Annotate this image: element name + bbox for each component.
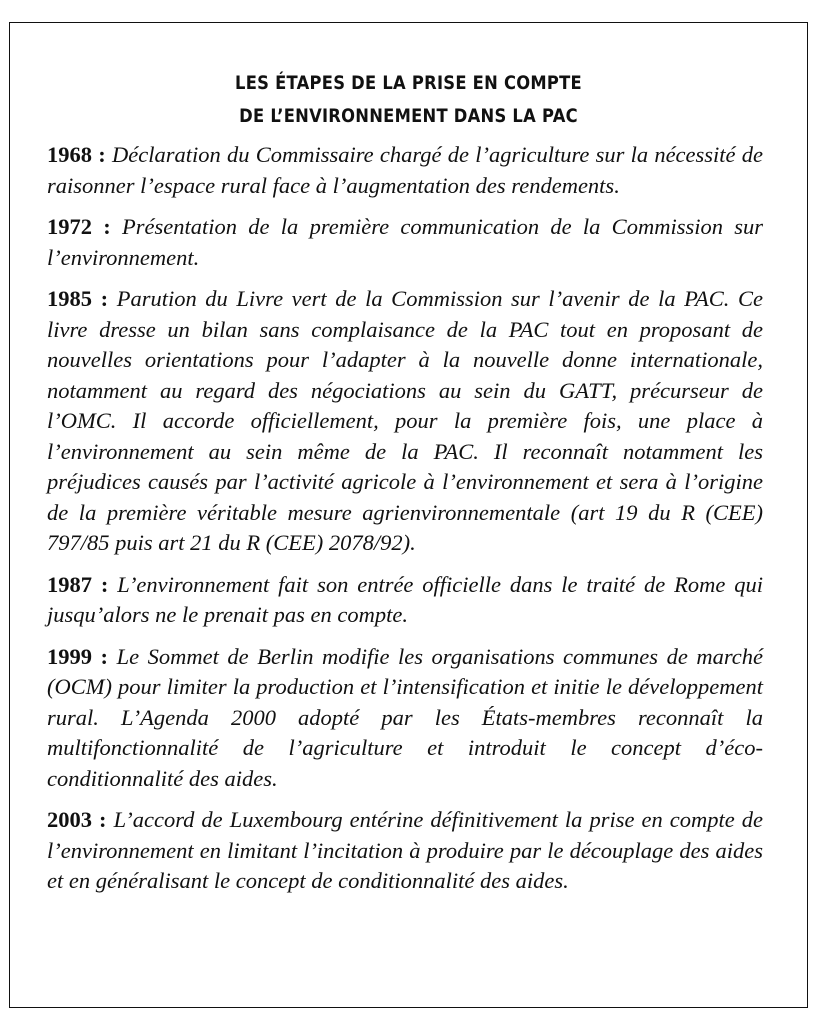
- entry-text: L’accord de Luxembourg entérine définitivement la prise en compte de l’environnement en limitant l’incitation à produire par le découplage des aides et en généralisant le concept de conditionnalité des aides.: [47, 807, 763, 893]
- timeline-entry-1985: [47, 284, 763, 559]
- entry-year: 1987 :: [47, 571, 109, 597]
- entry-text: Parution du Livre vert de la Commission sur l’avenir de la PAC. Ce livre dresse un bilan sans complaisance de la PAC tout en proposant de nouvelles orientations pour l’adapter à la nouvelle donne internationale, notamment au regard des négociations au sein du GATT, précurseur de l’OMC. Il accorde officiellement, pour la première fois, une place à l’environnement au sein même de la PAC. Il reconnaît notamment les préjudices causés par l’activité agricole à l’environnement et sera à l’origine de la première véritable mesure agrienvironnementale (art 19 du R (CEE) 797/85 puis art 21 du R (CEE) 2078/92).: [47, 286, 763, 555]
- timeline-entry-1987: [47, 570, 763, 631]
- timeline-list: [47, 140, 763, 908]
- entry-year: 1999 :: [47, 643, 109, 669]
- entry-year: 2003 :: [47, 807, 107, 832]
- entry-year: 1968 :: [47, 142, 106, 167]
- entry-text: L’environnement fait son entrée officielle dans le traité de Rome qui jusqu’alors ne le prenait pas en compte.: [47, 571, 763, 627]
- entry-text: Le Sommet de Berlin modifie les organisations communes de marché (OCM) pour limiter la production et l’intensification et initie le développement rural. L’Agenda 2000 adopté par les États-membres reconnaît la multifonctionnalité de l’agriculture et introduit le concept d’éco-conditionnalité des aides.: [47, 643, 763, 791]
- timeline-entry-1999: [47, 642, 763, 795]
- insert-title: [66, 67, 751, 133]
- entry-text: Déclaration du Commissaire chargé de l’agriculture sur la nécessité de raisonner l’espace rural face à l’augmentation des rendements.: [47, 142, 764, 198]
- entry-text: Présentation de la première communication de la Commission sur l’environnement.: [47, 214, 763, 270]
- title-line-1: LES ÉTAPES DE LA PRISE EN COMPTE: [235, 72, 582, 94]
- timeline-entry-2003: [47, 805, 763, 897]
- entry-year: 1972 :: [47, 214, 111, 239]
- entry-year: 1985 :: [47, 286, 109, 311]
- timeline-entry-1972: [47, 212, 763, 273]
- title-line-2: DE L’ENVIRONNEMENT DANS LA PAC: [239, 105, 578, 127]
- timeline-entry-1968: [47, 140, 763, 201]
